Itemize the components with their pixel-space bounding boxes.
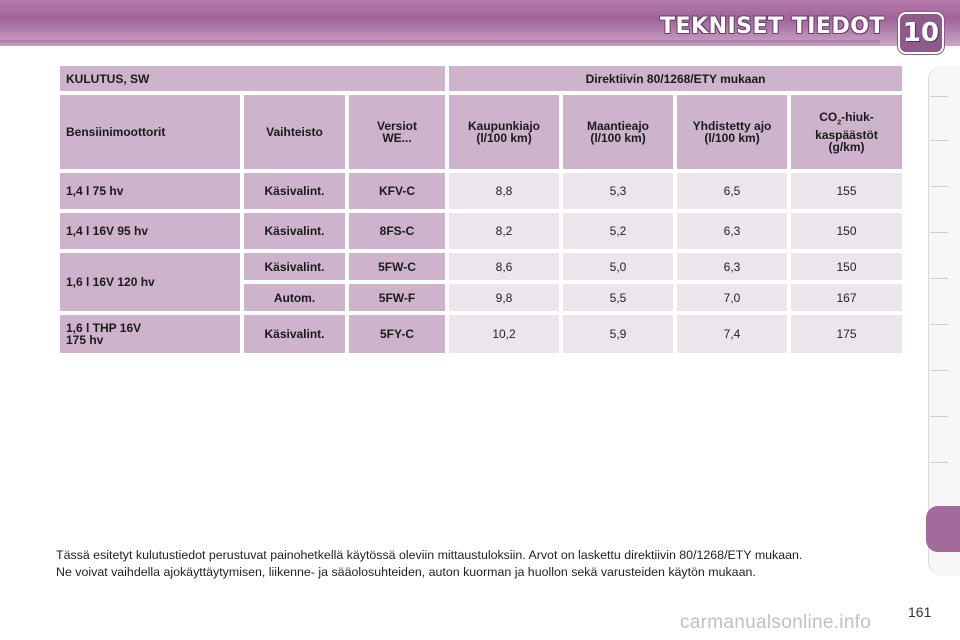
- combined-value: 7,0: [677, 284, 787, 311]
- side-tick: [930, 370, 948, 371]
- engine-cell: [60, 315, 240, 353]
- side-tick: [930, 186, 948, 187]
- col-version-line: Versiot: [376, 119, 418, 133]
- urban-value: 8,6: [449, 253, 559, 280]
- engine-cell: 1,4 l 75 hv: [60, 173, 240, 209]
- version-cell: KFV-C: [349, 173, 445, 209]
- chapter-tab-active[interactable]: [926, 506, 960, 552]
- column-header-row: [60, 95, 902, 169]
- co2-value: 167: [791, 284, 902, 311]
- co2-value: 175: [791, 315, 902, 353]
- table-row: [60, 173, 902, 209]
- gearbox-cell: Autom.: [244, 284, 345, 311]
- col-urban-header: [449, 95, 559, 169]
- gearbox-cell: Käsivalint.: [244, 315, 345, 353]
- col-engine-header: Bensiinimoottorit: [60, 95, 240, 169]
- col-extra-urban-line: (l/100 km): [590, 131, 646, 145]
- col-co2-line: (g/km): [828, 140, 865, 155]
- version-cell: 5FW-C: [349, 253, 445, 280]
- col-combined-header: [677, 95, 787, 169]
- combined-value: 7,4: [677, 315, 787, 353]
- urban-value: 8,8: [449, 173, 559, 209]
- extra-urban-value: 5,3: [563, 173, 673, 209]
- col-combined-line: (l/100 km): [704, 131, 760, 145]
- gearbox-cell: Käsivalint.: [244, 173, 345, 209]
- chapter-badge: 10: [898, 12, 944, 54]
- section-title: KULUTUS, SW: [60, 66, 445, 91]
- engine-cell: 1,6 l 16V 120 hv: [60, 253, 240, 311]
- urban-value: 8,2: [449, 213, 559, 249]
- side-tick: [930, 324, 948, 325]
- extra-urban-value: 5,2: [563, 213, 673, 249]
- consumption-table: [56, 62, 906, 357]
- side-tick: [930, 232, 948, 233]
- col-urban-line: Kaupunkiajo: [468, 119, 541, 133]
- side-index-rail: [928, 66, 960, 576]
- gearbox-cell: Käsivalint.: [244, 253, 345, 280]
- extra-urban-value: 5,9: [563, 315, 673, 353]
- col-extra-urban-header: [563, 95, 673, 169]
- page-number: 161: [908, 604, 932, 620]
- engine-line: 1,6 l THP 16V: [66, 321, 142, 335]
- side-tick: [930, 140, 948, 141]
- footnote-paragraph: Ne voivat vaihdella ajokäyttäytymisen, liikenne- ja sääolosuhteiden, auton kuorman ja huollon sekä varusteiden käytön mukaan.: [56, 564, 756, 579]
- table-title-row: [60, 66, 902, 91]
- urban-value: 10,2: [449, 315, 559, 353]
- extra-urban-value: 5,5: [563, 284, 673, 311]
- col-co2-subscript: 2: [837, 119, 842, 127]
- watermark: carmanualsonline.info: [680, 612, 872, 633]
- footnotes: [56, 549, 904, 582]
- version-cell: 8FS-C: [349, 213, 445, 249]
- col-extra-urban-line: Maantieajo: [587, 119, 650, 133]
- version-cell: 5FW-F: [349, 284, 445, 311]
- footnote-paragraph: Tässä esitetyt kulutustiedot perustuvat painohetkellä käytössä oleviin mittaustuloksiin. Arvot on laskettu direktiivin 80/1268/ETY mukaan.: [56, 548, 803, 562]
- engine-cell: 1,4 l 16V 95 hv: [60, 213, 240, 249]
- directive-title: Direktiivin 80/1268/ETY mukaan: [449, 66, 902, 91]
- col-co2-text: CO: [819, 109, 838, 124]
- col-version-line: WE...: [382, 131, 412, 145]
- co2-value: 155: [791, 173, 902, 209]
- table-row: [60, 253, 902, 280]
- side-tick: [930, 462, 948, 463]
- col-version-header: [349, 95, 445, 169]
- header-shadow: [0, 40, 880, 46]
- table-row: [60, 315, 902, 353]
- engine-line: 175 hv: [66, 333, 104, 347]
- gearbox-cell: Käsivalint.: [244, 213, 345, 249]
- col-gearbox-header: Vaihteisto: [244, 95, 345, 169]
- combined-value: 6,3: [677, 213, 787, 249]
- combined-value: 6,5: [677, 173, 787, 209]
- side-tick: [930, 278, 948, 279]
- col-co2-header: [791, 95, 902, 169]
- extra-urban-value: 5,0: [563, 253, 673, 280]
- co2-value: 150: [791, 213, 902, 249]
- col-urban-line: (l/100 km): [476, 131, 532, 145]
- table-row: [60, 213, 902, 249]
- urban-value: 9,8: [449, 284, 559, 311]
- col-co2-text: -hiuk-: [841, 109, 874, 124]
- side-tick: [930, 416, 948, 417]
- page-title: TEKNISET TIEDOT: [660, 14, 885, 39]
- col-co2-line: kaspäästöt: [815, 128, 878, 143]
- col-combined-line: Yhdistetty ajo: [692, 119, 772, 133]
- side-tick: [930, 96, 948, 97]
- combined-value: 6,3: [677, 253, 787, 280]
- co2-value: 150: [791, 253, 902, 280]
- version-cell: 5FY-C: [349, 315, 445, 353]
